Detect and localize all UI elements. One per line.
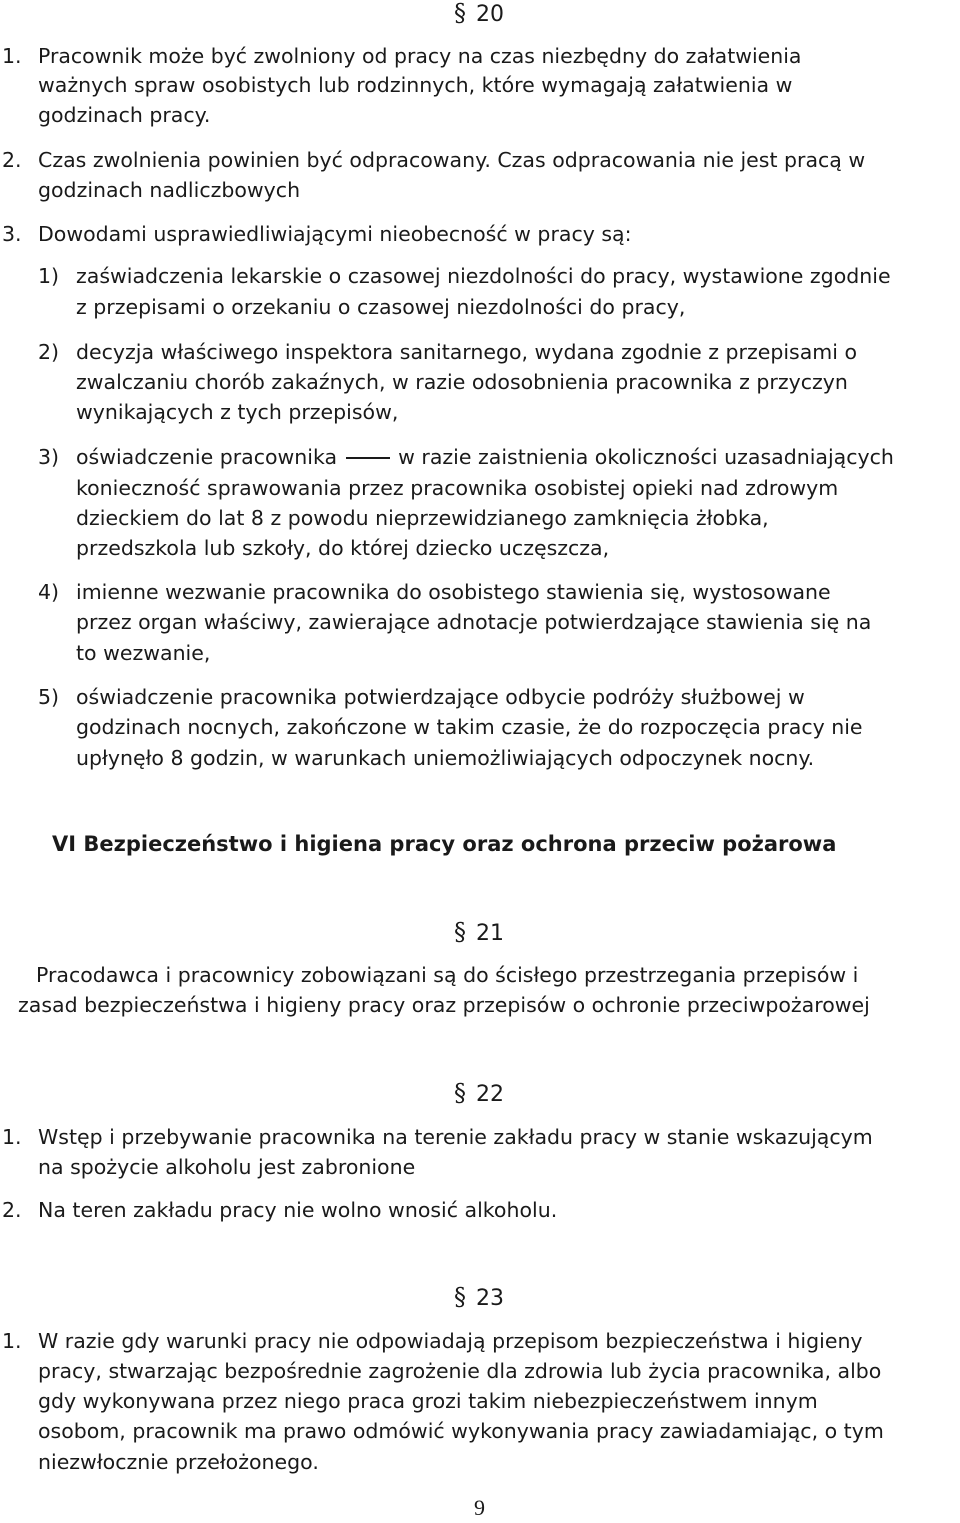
item-number: 2. <box>2 1198 22 1222</box>
paragraph-line: pracy, stwarzając bezpośrednie zagrożenie dla zdrowia lub życia pracownika, albo <box>38 1359 882 1383</box>
paragraph-line: godzinach pracy. <box>38 103 211 127</box>
paragraph-line: na spożycie alkoholu jest zabronione <box>38 1155 416 1179</box>
paragraph-line: gdy wykonywana przez niego praca grozi takim niebezpieczeństwem innym <box>38 1389 818 1413</box>
paragraph-line: zasad bezpieczeństwa i higieny pracy oraz przepisów o ochronie przeciwpożarowej <box>18 993 870 1017</box>
paragraph-line: W razie gdy warunki pracy nie odpowiadają przepisom bezpieczeństwa i higieny <box>38 1329 863 1353</box>
chapter-heading: VI Bezpieczeństwo i higiena pracy oraz ochrona przeciw pożarowa <box>52 832 837 856</box>
paragraph-line: godzinach nocnych, zakończone w takim czasie, że do rozpoczęcia pracy nie <box>76 715 863 739</box>
paragraph-line: decyzja właściwego inspektora sanitarnego, wydana zgodnie z przepisami o <box>76 340 858 364</box>
paragraph-line: Pracownik może być zwolniony od pracy na czas niezbędny do załatwienia <box>38 44 802 68</box>
item-number: 1. <box>2 1125 22 1149</box>
paragraph-line: Pracodawca i pracownicy zobowiązani są do ścisłego przestrzegania przepisów i <box>36 963 859 987</box>
paragraph-line: Wstęp i przebywanie pracownika na terenie zakładu pracy w stanie wskazującym <box>38 1125 873 1149</box>
paragraph-line: zwalczaniu chorób zakaźnych, w razie odosobnienia pracownika z przyczyn <box>76 370 848 394</box>
paragraph-line: to wezwanie, <box>76 641 211 665</box>
section-22-heading: § 22 <box>454 1079 504 1107</box>
paragraph-line: zaświadczenia lekarskie o czasowej niezdolności do pracy, wystawione zgodnie <box>76 264 891 288</box>
paragraph-line: przez organ właściwy, zawierające adnotacje potwierdzające stawienia się na <box>76 610 872 634</box>
paragraph-line: Czas zwolnienia powinien być odpracowany. Czas odpracowania nie jest pracą w <box>38 148 866 172</box>
section-20-heading: § 20 <box>454 0 504 27</box>
subitem-number: 1) <box>38 264 60 288</box>
paragraph-line: imienne wezwanie pracownika do osobistego stawienia się, wystosowane <box>76 580 831 604</box>
paragraph-line: Dowodami usprawiedliwiającymi nieobecność w pracy są: <box>38 222 632 246</box>
paragraph-line: z przepisami o orzekaniu o czasowej niezdolności do pracy, <box>76 295 686 319</box>
paragraph-line: godzinach nadliczbowych <box>38 178 301 202</box>
paragraph-line: dzieckiem do lat 8 z powodu nieprzewidzianego zamknięcia żłobka, <box>76 506 769 530</box>
subitem-number: 4) <box>38 580 60 604</box>
paragraph-line: niezwłocznie przełożonego. <box>38 1450 319 1474</box>
subitem-number: 5) <box>38 685 60 709</box>
paragraph-line: przedszkola lub szkoły, do której dziecko uczęszcza, <box>76 536 610 560</box>
paragraph-line: osobom, pracownik ma prawo odmówić wykonywania pracy zawiadamiając, o tym <box>38 1419 884 1443</box>
item-number: 1. <box>2 44 22 68</box>
item-number: 3. <box>2 222 22 246</box>
section-23-heading: § 23 <box>454 1283 504 1311</box>
paragraph-line: konieczność sprawowania przez pracownika osobistej opieki nad zdrowym <box>76 476 839 500</box>
paragraph-line: oświadczenie pracownika w razie zaistnienia okoliczności uzasadniających <box>76 445 894 469</box>
paragraph-line: ważnych spraw osobistych lub rodzinnych, które wymagają załatwienia w <box>38 73 793 97</box>
paragraph-line: Na teren zakładu pracy nie wolno wnosić alkoholu. <box>38 1198 558 1222</box>
paragraph-line: wynikających z tych przepisów, <box>76 400 399 424</box>
em-dash <box>346 457 390 459</box>
subitem-number: 3) <box>38 445 60 469</box>
subitem-number: 2) <box>38 340 60 364</box>
item-number: 1. <box>2 1329 22 1353</box>
item-number: 2. <box>2 148 22 172</box>
section-21-heading: § 21 <box>454 918 504 946</box>
paragraph-line: upłynęło 8 godzin, w warunkach uniemożliwiających odpoczynek nocny. <box>76 746 815 770</box>
page-number: 9 <box>474 1495 485 1520</box>
paragraph-line: oświadczenie pracownika potwierdzające odbycie podróży służbowej w <box>76 685 805 709</box>
